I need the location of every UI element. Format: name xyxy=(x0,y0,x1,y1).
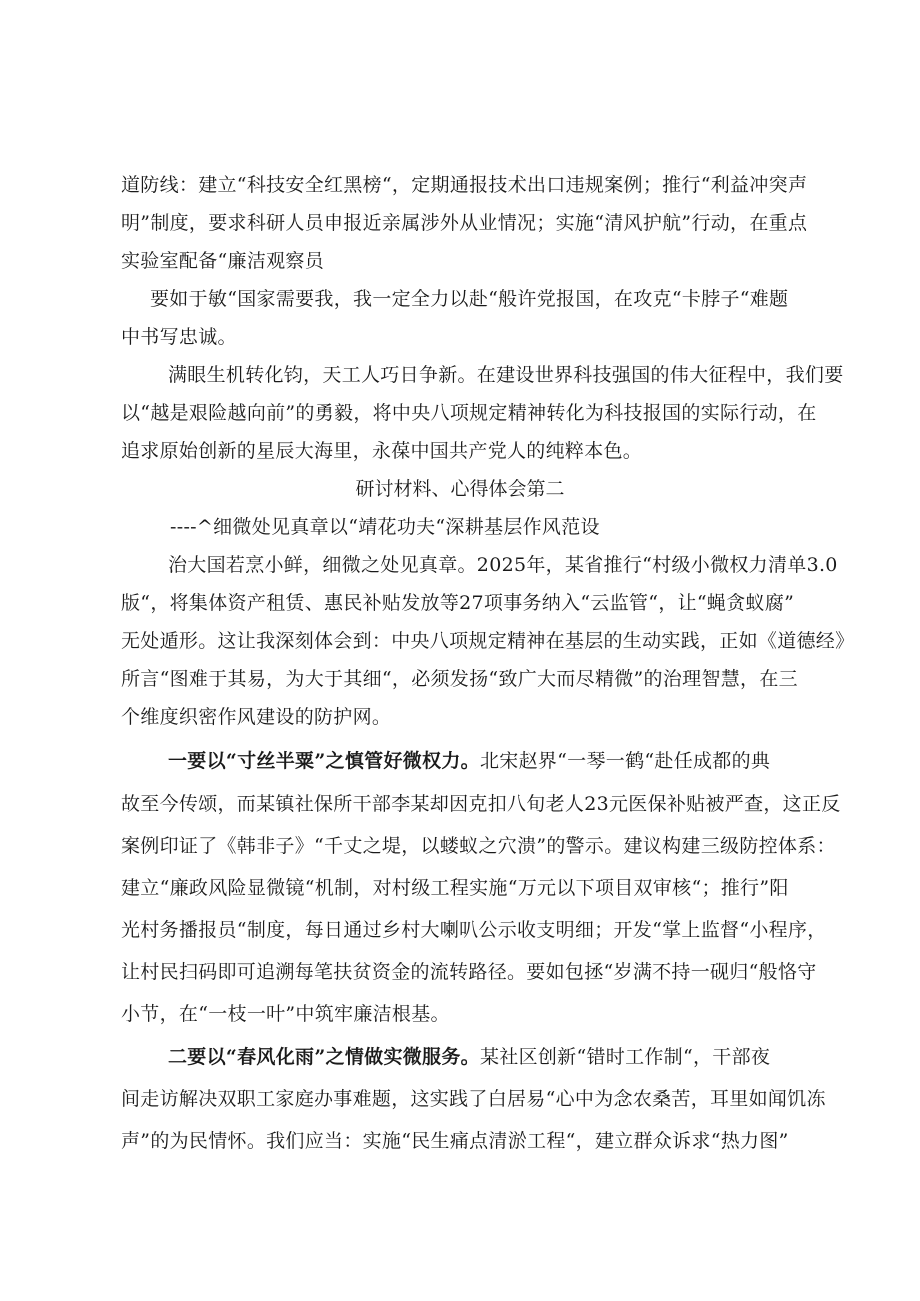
p5-line-4: 建立“廉政风险显微镜“机制，对村级工程实施“万元以下项目双审核“；推行”阳 xyxy=(121,877,789,899)
p6-line-1 xyxy=(168,1045,770,1069)
p4-line-4: 所言“图难于其易，为大于其细“，必须发扬“致广大而尽精微”的治理智慧，在三 xyxy=(121,668,798,690)
section-title: 研讨材料、心得体会第二 xyxy=(355,478,565,500)
p3-line-2: 以“越是艰险越向前”的勇毅，将中央八项规定精神转化为科技报国的实际行动，在 xyxy=(121,402,817,424)
p5-line-2: 故至今传颂，而某镇社保所干部李某却因克扣八旬老人23元医保补贴被严查，这正反 xyxy=(121,793,841,815)
p2-line-1: 要如于敏“国家需要我，我一定全力以赴“般许党报国，在攻克“卡脖子“难题 xyxy=(150,288,789,310)
p4-line-3: 无处遁形。这让我深刻体会到：中央八项规定精神在基层的生动实践，正如《道德经》 xyxy=(121,630,855,652)
p6-line-1-rest: 某社区创新“错时工作制“，干部夜 xyxy=(479,1046,771,1068)
p5-line-6: 让村民扫码即可追溯每笔扶贫资金的流转路径。要如包拯“岁满不持一砚归“般恪守 xyxy=(121,961,817,983)
p1-line-1: 道防线：建立“科技安全红黑榜“，定期通报技术出口违规案例；推行“利益冲突声 xyxy=(121,174,808,196)
p5-line-5: 光村务播报员“制度，每日通过乡村大喇叭公示收支明细；开发“掌上监督“小程序， xyxy=(121,919,827,941)
p5-heading: 一要以“寸丝半粟”之慎管好微权力。 xyxy=(168,750,480,772)
p5-line-1-rest: 北宋赵界“一琴一鹤“赴任成都的典 xyxy=(479,750,771,772)
p2-line-2: 中书写忠诚。 xyxy=(121,326,237,348)
p3-line-1: 满眼生机转化钧，天工人巧日争新。在建设世界科技强国的伟大征程中，我们要 xyxy=(168,364,844,386)
p3-line-3: 追求原始创新的星辰大海里，永葆中国共产党人的纯粹本色。 xyxy=(121,440,643,462)
p4-line-2: 版“，将集体资产租赁、惠民补贴发放等27项事务纳入“云监管“，让“蝇贪蚁腐” xyxy=(121,592,795,614)
p6-heading: 二要以“春风化雨”之情做实微服务。 xyxy=(168,1046,480,1068)
p1-line-3: 实验室配备“廉洁观察员 xyxy=(121,250,325,272)
p4-line-5: 个维度织密作风建设的防护网。 xyxy=(121,706,392,728)
p5-line-1 xyxy=(168,749,770,773)
p6-line-2: 间走访解决双职工家庭办事难题，这实践了白居易“心中为念农桑苦，耳里如闻饥冻 xyxy=(121,1088,826,1110)
p1-line-2: 明”制度，要求科研人员申报近亲属涉外从业情况；实施“清风护航”行动，在重点 xyxy=(121,212,808,234)
subtitle: ----^细微处见真章以“靖花功夫“深耕基层作风范设 xyxy=(170,516,600,538)
p5-line-3: 案例印证了《韩非子》“千丈之堤，以蝼蚁之穴溃”的警示。建议构建三级防控体系： xyxy=(121,835,836,857)
p6-line-3: 声”的为民情怀。我们应当：实施“民生痛点清淤工程“，建立群众诉求“热力图” xyxy=(121,1130,789,1152)
p5-line-7: 小节，在“一枝一叶”中筑牢廉洁根基。 xyxy=(121,1003,450,1025)
p4-line-1: 治大国若烹小鲜，细微之处见真章。2025年，某省推行“村级小微权力清单3.0 xyxy=(168,554,838,576)
